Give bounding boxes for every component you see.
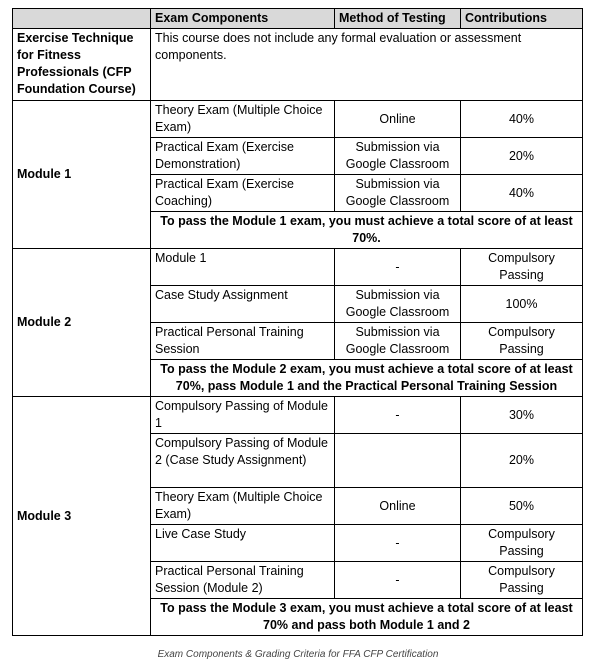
method-cell bbox=[335, 434, 461, 488]
header-row bbox=[13, 9, 583, 29]
contribution-cell: 50% bbox=[461, 488, 583, 525]
module-label: Module 1 bbox=[13, 101, 151, 249]
intro-course-text: This course does not include any formal evaluation or assessment components. bbox=[151, 29, 583, 101]
component-cell: Theory Exam (Multiple Choice Exam) bbox=[151, 101, 335, 138]
component-cell: Compulsory Passing of Module 1 bbox=[151, 397, 335, 434]
header-contributions: Contributions bbox=[461, 9, 583, 29]
contribution-cell: Compulsory Passing bbox=[461, 323, 583, 360]
contribution-cell: 20% bbox=[461, 138, 583, 175]
method-cell: - bbox=[335, 249, 461, 286]
component-cell: Theory Exam (Multiple Choice Exam) bbox=[151, 488, 335, 525]
module-label: Module 3 bbox=[13, 397, 151, 636]
component-cell: Practical Exam (Exercise Demonstration) bbox=[151, 138, 335, 175]
method-cell: Online bbox=[335, 101, 461, 138]
component-cell: Case Study Assignment bbox=[151, 286, 335, 323]
method-cell: - bbox=[335, 397, 461, 434]
pass-requirement-text: To pass the Module 2 exam, you must achieve a total score of at least 70%, pass Module 1 and the Practical Personal Training Session bbox=[151, 360, 583, 397]
table-row bbox=[13, 101, 583, 138]
component-cell: Live Case Study bbox=[151, 525, 335, 562]
method-cell: Submission via Google Classroom bbox=[335, 175, 461, 212]
contribution-cell: Compulsory Passing bbox=[461, 562, 583, 599]
component-cell: Practical Personal Training Session (Module 2) bbox=[151, 562, 335, 599]
contribution-cell: 20% bbox=[461, 434, 583, 488]
method-cell: Online bbox=[335, 488, 461, 525]
table-body bbox=[13, 29, 583, 636]
table-caption: Exam Components & Grading Criteria for FFA CFP Certification bbox=[157, 649, 439, 660]
method-cell: - bbox=[335, 525, 461, 562]
contribution-cell: 40% bbox=[461, 101, 583, 138]
header-blank-cell bbox=[13, 9, 151, 29]
table-header bbox=[13, 9, 583, 29]
exam-components-table bbox=[12, 8, 583, 636]
contribution-cell: Compulsory Passing bbox=[461, 525, 583, 562]
table-row bbox=[13, 249, 583, 286]
method-cell: Submission via Google Classroom bbox=[335, 286, 461, 323]
contribution-cell: 40% bbox=[461, 175, 583, 212]
method-cell: Submission via Google Classroom bbox=[335, 138, 461, 175]
header-method-of-testing: Method of Testing bbox=[335, 9, 461, 29]
component-cell: Practical Personal Training Session bbox=[151, 323, 335, 360]
component-cell: Module 1 bbox=[151, 249, 335, 286]
header-exam-components: Exam Components bbox=[151, 9, 335, 29]
pass-requirement-text: To pass the Module 3 exam, you must achieve a total score of at least 70% and pass both Module 1 and 2 bbox=[151, 599, 583, 636]
table-row bbox=[13, 397, 583, 434]
contribution-cell: 100% bbox=[461, 286, 583, 323]
method-cell: Submission via Google Classroom bbox=[335, 323, 461, 360]
contribution-cell: Compulsory Passing bbox=[461, 249, 583, 286]
method-cell: - bbox=[335, 562, 461, 599]
component-cell: Practical Exam (Exercise Coaching) bbox=[151, 175, 335, 212]
pass-requirement-text: To pass the Module 1 exam, you must achieve a total score of at least 70%. bbox=[151, 212, 583, 249]
component-cell: Compulsory Passing of Module 2 (Case Study Assignment) bbox=[151, 434, 335, 488]
intro-course-label: Exercise Technique for Fitness Professionals (CFP Foundation Course) bbox=[13, 29, 151, 101]
contribution-cell: 30% bbox=[461, 397, 583, 434]
intro-row bbox=[13, 29, 583, 101]
module-label: Module 2 bbox=[13, 249, 151, 397]
